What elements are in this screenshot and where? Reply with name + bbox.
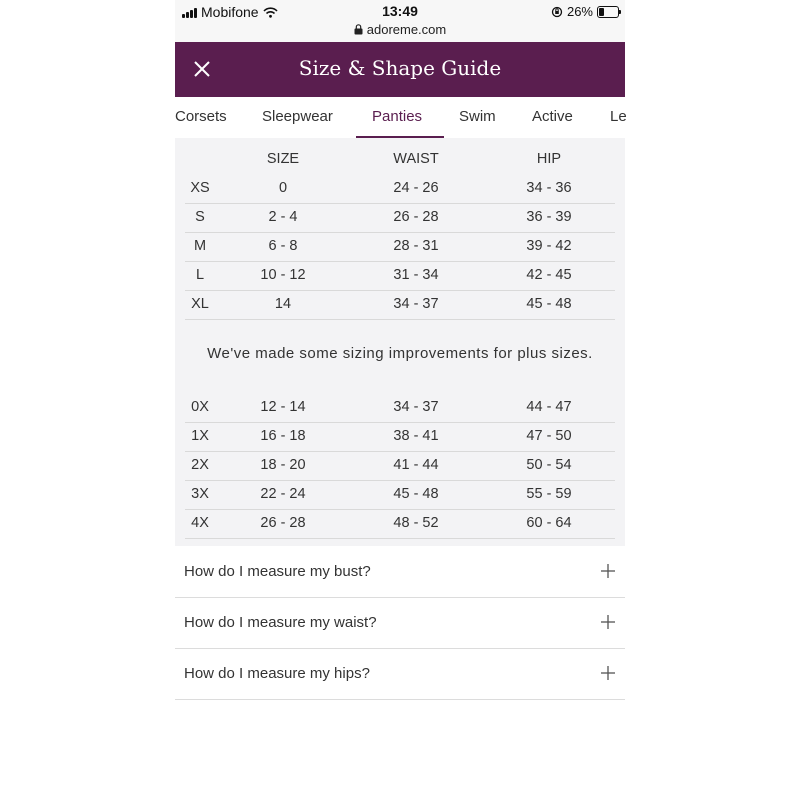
table-cell: 28 - 31 xyxy=(393,238,439,254)
battery-percent: 26% xyxy=(566,4,593,19)
battery-group xyxy=(551,4,619,19)
table-row xyxy=(185,290,615,320)
faq-question: How do I measure my bust? xyxy=(184,563,371,580)
tab-panties[interactable]: Panties xyxy=(372,108,423,125)
table-row xyxy=(185,174,615,204)
table-cell: M xyxy=(193,238,207,254)
table-cell: 14 xyxy=(274,296,292,312)
table-cell: 44 - 47 xyxy=(526,399,572,415)
header-cell: HIP xyxy=(536,151,562,167)
table-cell: S xyxy=(195,209,205,225)
table-cell: 0 xyxy=(278,180,288,196)
header-cell xyxy=(185,145,215,174)
table-cell: 45 - 48 xyxy=(526,296,572,312)
table-cell: 12 - 14 xyxy=(260,399,306,415)
faq-bust[interactable] xyxy=(175,547,625,598)
table-cell: 0X xyxy=(191,399,209,415)
table-cell: 45 - 48 xyxy=(393,486,439,502)
table-cell: 31 - 34 xyxy=(393,267,439,283)
table-cell: 1X xyxy=(191,428,209,444)
faq-question: How do I measure my waist? xyxy=(184,614,377,631)
table-cell: 42 - 45 xyxy=(526,267,572,283)
table-row xyxy=(185,261,615,291)
tab-swim[interactable]: Swim xyxy=(459,108,496,125)
tab-sleepwear[interactable]: Sleepwear xyxy=(262,108,333,125)
table-row xyxy=(185,451,615,481)
table-header xyxy=(185,145,615,174)
table-cell: 36 - 39 xyxy=(526,209,572,225)
table-cell: 55 - 59 xyxy=(526,486,572,502)
lock-icon xyxy=(354,24,363,35)
table-cell: 26 - 28 xyxy=(260,515,306,531)
tab-active[interactable]: Active xyxy=(532,108,573,125)
address-bar[interactable] xyxy=(175,22,625,37)
carrier-name: Mobifone xyxy=(201,4,259,20)
table-cell: 2 - 4 xyxy=(268,209,298,225)
table-cell: 2X xyxy=(191,457,209,473)
plus-icon[interactable] xyxy=(601,564,615,578)
table-cell: 41 - 44 xyxy=(393,457,439,473)
table-cell: 38 - 41 xyxy=(393,428,439,444)
table-row xyxy=(185,509,615,539)
plus-size-note: We've made some sizing improvements for plus sizes. xyxy=(207,345,593,362)
modal-header xyxy=(175,42,625,97)
table-cell: 34 - 37 xyxy=(393,399,439,415)
battery-icon xyxy=(597,6,619,18)
table-cell: 22 - 24 xyxy=(260,486,306,502)
faq-waist[interactable] xyxy=(175,598,625,649)
table-row xyxy=(185,480,615,510)
table-cell: 18 - 20 xyxy=(260,457,306,473)
table-row xyxy=(185,393,615,423)
table-cell: 4X xyxy=(191,515,209,531)
status-bar xyxy=(175,0,625,42)
table-cell: XL xyxy=(191,296,209,312)
table-cell: XS xyxy=(190,180,210,196)
table-cell: 10 - 12 xyxy=(260,267,306,283)
table-row xyxy=(185,232,615,262)
table-cell: 16 - 18 xyxy=(260,428,306,444)
plus-icon[interactable] xyxy=(601,615,615,629)
plus-icon[interactable] xyxy=(601,666,615,680)
category-tabs xyxy=(175,97,625,139)
page-title: Size & Shape Guide xyxy=(298,56,502,80)
table-cell: 48 - 52 xyxy=(393,515,439,531)
table-cell: L xyxy=(195,267,205,283)
table-cell: 24 - 26 xyxy=(393,180,439,196)
table-cell: 6 - 8 xyxy=(268,238,298,254)
table-cell: 47 - 50 xyxy=(526,428,572,444)
table-cell: 34 - 36 xyxy=(526,180,572,196)
faq-question: How do I measure my hips? xyxy=(184,665,370,682)
table-row xyxy=(185,422,615,452)
table-row xyxy=(185,203,615,233)
table-cell: 26 - 28 xyxy=(393,209,439,225)
faq-hips[interactable] xyxy=(175,649,625,700)
url-text: adoreme.com xyxy=(366,22,447,37)
size-chart xyxy=(175,138,625,546)
phone-screen xyxy=(175,0,625,800)
clock: 13:49 xyxy=(382,3,418,19)
table-cell: 50 - 54 xyxy=(526,457,572,473)
table-cell: 60 - 64 xyxy=(526,515,572,531)
tab-corsets[interactable]: Corsets xyxy=(175,108,227,125)
header-cell: WAIST xyxy=(393,151,439,167)
table-cell: 34 - 37 xyxy=(393,296,439,312)
table-cell: 39 - 42 xyxy=(526,238,572,254)
table-cell: 3X xyxy=(191,486,209,502)
rotation-lock-icon xyxy=(551,6,563,18)
header-cell: SIZE xyxy=(266,151,300,167)
tab-lingerie[interactable]: Le xyxy=(610,108,627,125)
